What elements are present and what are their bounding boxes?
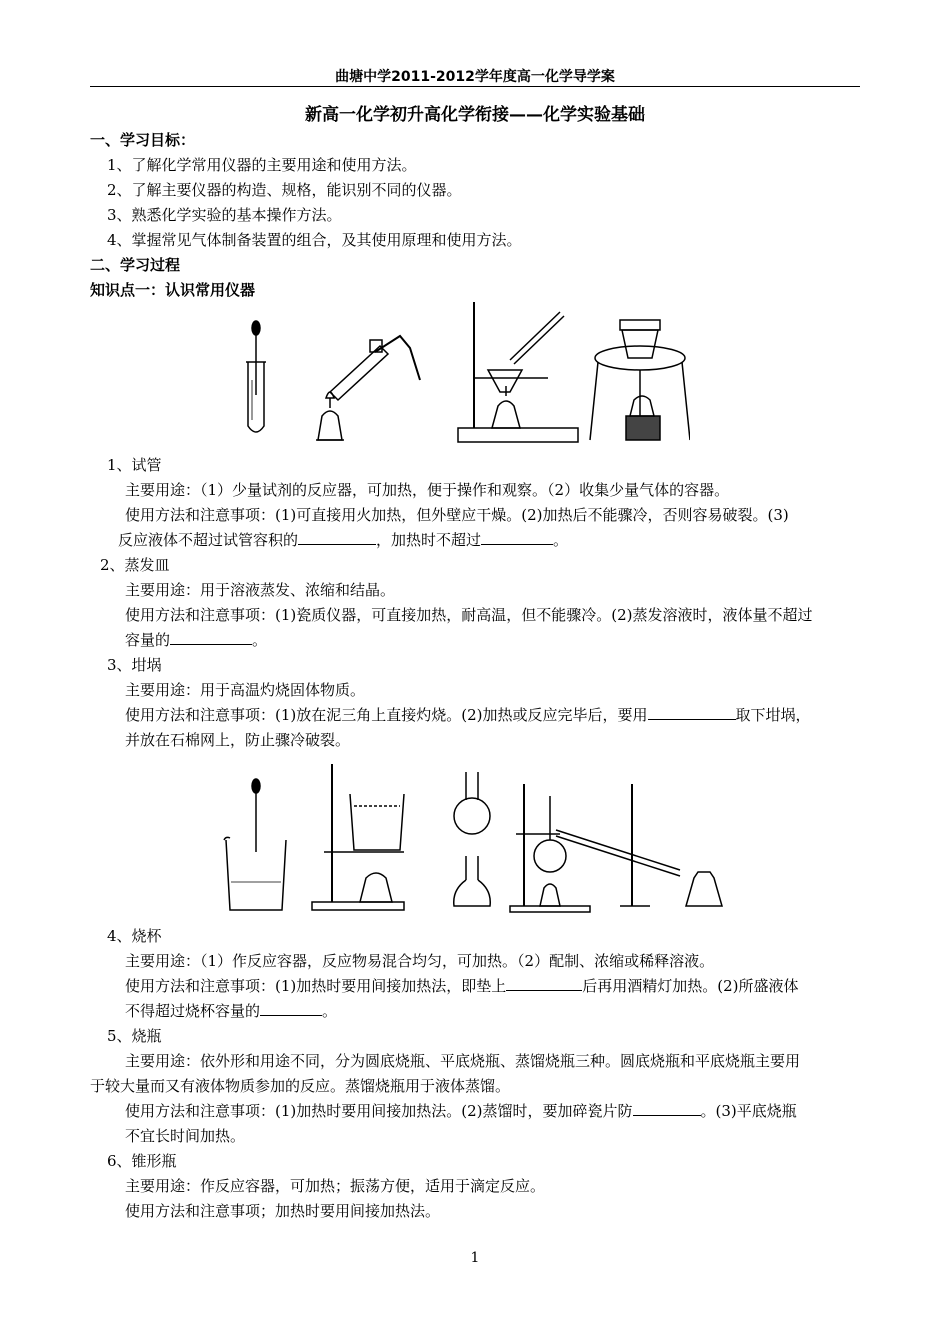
crucible-use: 主要用途：用于高温灼烧固体物质。 (125, 681, 366, 699)
beaker-method-line1 (125, 976, 799, 996)
conical-flask-use: 主要用途：作反应容器，可加热；振荡方便，适用于滴定反应。 (125, 1177, 546, 1195)
page-number: 1 (470, 1250, 480, 1266)
fill-blank[interactable] (298, 530, 376, 545)
page-header: 曲塘中学2011-2012学年度高一化学导学案 (335, 69, 615, 85)
flask-method-line2: 不宜长时间加热。 (125, 1127, 246, 1145)
distillation-illustration (510, 784, 722, 912)
evaporating-dish-method-line1: 使用方法和注意事项：(1)瓷质仪器，可直接加热，耐高温，但不能骤冷。(2)蒸发溶液时，液体量不超过 (125, 606, 813, 624)
section-beaker-title: 4、烧杯 (107, 927, 162, 945)
section-flask-title: 5、烧瓶 (107, 1027, 162, 1045)
evaporating-dish-use: 主要用途：用于溶液蒸发、浓缩和结晶。 (125, 581, 396, 599)
heating-test-tube-illustration (316, 336, 420, 440)
stand-beaker-illustration (312, 764, 404, 910)
method-text: 反应液体不超过试管容积的 (118, 531, 299, 549)
method-text: 不得超过烧杯容量的 (125, 1002, 261, 1020)
goal-item: 1、了解化学常用仪器的主要用途和使用方法。 (107, 156, 417, 174)
flat-flask-illustration (454, 856, 491, 906)
test-tube-use: 主要用途：（1）少量试剂的反应器，可加热，便于操作和观察。（2）收集少量气体的容器。 (125, 481, 730, 499)
method-text: 使用方法和注意事项：(1)加热时要用间接加热法，即垫上 (125, 977, 507, 995)
method-text: 。 (322, 1002, 338, 1020)
flask-use-line2: 于较大量而又有液体物质参加的反应。蒸馏烧瓶用于液体蒸馏。 (90, 1077, 511, 1095)
fill-blank[interactable] (481, 530, 553, 545)
fill-blank[interactable] (506, 976, 582, 991)
figure-row-2 (220, 760, 730, 915)
section-conical-flask-title: 6、锥形瓶 (107, 1152, 177, 1170)
flask-method-line1 (125, 1101, 797, 1121)
method-text: 使用方法和注意事项：(1)加热时要用间接加热法。(2)蒸馏时，要加碎瓷片防 (125, 1102, 633, 1120)
process-heading: 二、学习过程 (90, 256, 181, 274)
method-text: 使用方法和注意事项：(1)放在泥三角上直接灼烧。(2)加热或反应完毕后，要用 (125, 706, 648, 724)
beaker-use: 主要用途：（1）作反应容器，反应物易混合均匀，可加热。（2）配制、浓缩或稀释溶液。 (125, 952, 715, 970)
goals-heading: 一、学习目标： (90, 131, 196, 149)
method-text: 。(3)平底烧瓶 (700, 1102, 797, 1120)
method-text: 。 (252, 631, 268, 649)
crucible-method-line1 (125, 705, 811, 725)
flask-use-line1: 主要用途：依外形和用途不同，分为圆底烧瓶、平底烧瓶、蒸馏烧瓶三种。圆底烧瓶和平底烧瓶主要用 (125, 1052, 801, 1070)
test-tube-illustration (246, 321, 266, 432)
page-title: 新高一化学初升高化学衔接——化学实验基础 (305, 105, 645, 125)
section-crucible-title: 3、坩埚 (107, 656, 162, 674)
fill-blank[interactable] (648, 705, 736, 720)
method-text: 取下坩埚， (735, 706, 811, 724)
tripod-crucible-illustration (590, 320, 690, 440)
goal-item: 3、熟悉化学实验的基本操作方法。 (107, 206, 342, 224)
evaporating-dish-method-line2 (125, 630, 267, 650)
header-rule (90, 86, 860, 87)
test-tube-method-line1: 使用方法和注意事项：(1)可直接用火加热，但外壁应干燥。(2)加热后不能骤冷，否则容易破裂。(3) (125, 506, 789, 524)
conical-flask-method: 使用方法和注意事项；加热时要用间接加热法。 (125, 1202, 441, 1220)
round-flask-illustration (454, 772, 490, 834)
goal-item: 4、掌握常见气体制备装置的组合，及其使用原理和使用方法。 (107, 231, 522, 249)
method-text: 。 (553, 531, 569, 549)
method-text: ，加热时不超过 (376, 531, 482, 549)
section-evaporating-dish-title: 2、蒸发皿 (100, 556, 170, 574)
figure-row-1 (230, 300, 690, 450)
goal-item: 2、了解主要仪器的构造、规格，能识别不同的仪器。 (107, 181, 462, 199)
method-text: 容量的 (125, 631, 171, 649)
fill-blank[interactable] (260, 1001, 322, 1016)
fill-blank[interactable] (170, 630, 252, 645)
knowledge-heading: 知识点一：认识常用仪器 (90, 281, 256, 299)
test-tube-method-line2 (118, 530, 568, 550)
fill-blank[interactable] (633, 1101, 701, 1116)
section-test-tube-title: 1、试管 (107, 456, 162, 474)
crucible-method-line2: 并放在石棉网上，防止骤冷破裂。 (125, 731, 351, 749)
beaker-method-line2 (125, 1001, 337, 1021)
beaker-illustration (224, 779, 286, 910)
ring-stand-illustration (458, 302, 578, 442)
method-text: 后再用酒精灯加热。(2)所盛液体 (582, 977, 799, 995)
